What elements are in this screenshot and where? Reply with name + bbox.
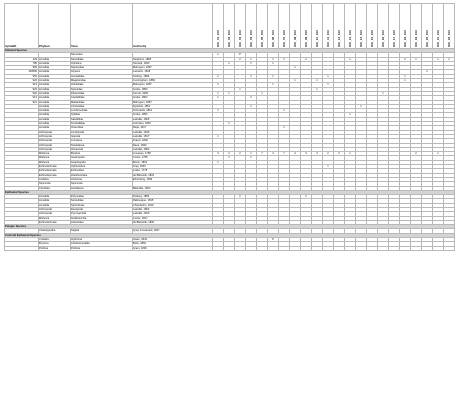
authority-cell[interactable]: Malmgren, 1867 — [133, 100, 213, 104]
column-header-label: ICC_08_Ctrl — [293, 29, 297, 47]
aphia-id-cell[interactable]: 129 — [5, 57, 39, 61]
authority-cell[interactable]: Linnaeus, 1758 — [133, 152, 213, 156]
column-header[interactable] — [235, 4, 246, 49]
count-cell[interactable]: 1 — [224, 61, 235, 65]
authority-cell[interactable]: Rioja, 1917 — [133, 126, 213, 130]
column-header-label: ICC_14_Ctrl — [359, 29, 363, 47]
phylum-cell[interactable]: Cnidaria — [39, 238, 71, 242]
count-cell[interactable]: 1 — [378, 91, 389, 95]
count-cell[interactable]: 1 — [235, 87, 246, 91]
authority-cell[interactable]: Grant, 1836 — [133, 246, 213, 250]
taxa-cell[interactable]: Cumacea — [71, 139, 133, 143]
column-header-label: ICC_05_Ctrl — [260, 29, 264, 47]
phylum-cell[interactable]: Arthropoda — [39, 143, 71, 147]
taxa-cell[interactable]: Gastropoda — [71, 156, 133, 160]
column-header-label: ICC_22_Ctrl — [447, 29, 451, 47]
taxa-cell[interactable]: Paraonidae — [71, 91, 133, 95]
taxa-cell[interactable]: Oweniidae — [71, 126, 133, 130]
taxa-cell[interactable]: Serpulidae — [71, 199, 133, 203]
count-cell[interactable] — [422, 246, 433, 250]
phylum-cell[interactable]: Annelida — [39, 91, 71, 95]
count-cell[interactable]: 1 — [290, 79, 301, 83]
column-header-label: ICC_04_Ctrl — [249, 29, 253, 47]
phylum-cell[interactable]: Bryozoa — [39, 242, 71, 246]
authority-cell[interactable]: Kinberg, 1856 — [133, 195, 213, 199]
taxa-cell[interactable]: Sagitta — [71, 229, 133, 233]
count-cell[interactable]: 2 — [400, 57, 411, 61]
taxa-cell[interactable]: Cheilostomatida — [71, 242, 133, 246]
count-cell[interactable]: 1 — [246, 156, 257, 160]
count-cell[interactable]: 1 — [268, 74, 279, 78]
count-cell[interactable]: 1 — [400, 74, 411, 78]
taxa-cell[interactable]: Echinoidea — [71, 169, 133, 173]
column-header[interactable] — [378, 4, 389, 49]
count-cell[interactable] — [312, 246, 323, 250]
column-header[interactable] — [323, 4, 334, 49]
count-cell[interactable]: 1 — [246, 57, 257, 61]
column-header-label: ICC_18_Ctrl — [403, 29, 407, 47]
phylum-cell[interactable]: Chordata — [39, 186, 71, 190]
count-cell[interactable]: 1 — [246, 104, 257, 108]
count-cell[interactable]: 4 — [312, 152, 323, 156]
taxa-cell[interactable]: Ophelina — [71, 61, 133, 65]
count-cell[interactable]: 1 — [213, 109, 224, 113]
phylum-cell[interactable]: Echinodermata — [39, 165, 71, 169]
count-cell[interactable] — [433, 246, 444, 250]
column-header-label: ICC_21_Ctrl — [436, 29, 440, 47]
column-header-label: ICC_10_Ctrl — [315, 29, 319, 47]
count-cell[interactable] — [213, 246, 224, 250]
phylum-cell[interactable]: Cnidaria — [39, 177, 71, 181]
authority-cell[interactable]: Ryckholt, 1851 — [133, 104, 213, 108]
phylum-cell[interactable]: Arthropoda — [39, 139, 71, 143]
count-cell[interactable]: 4 — [268, 152, 279, 156]
count-cell[interactable]: 1 — [323, 74, 334, 78]
count-cell[interactable]: 1 — [246, 61, 257, 65]
taxa-cell[interactable]: Nemertea — [71, 53, 133, 57]
column-header[interactable] — [334, 4, 345, 49]
count-cell[interactable]: 1 — [312, 79, 323, 83]
count-cell[interactable]: 1 — [279, 57, 290, 61]
phylum-cell[interactable]: Annelida — [39, 87, 71, 91]
authority-cell[interactable]: Busk, 1852 — [133, 242, 213, 246]
count-cell[interactable]: 1 — [224, 122, 235, 126]
taxa-cell[interactable]: Capitellidae — [71, 96, 133, 100]
column-header[interactable] — [389, 4, 400, 49]
count-cell[interactable]: 3 — [213, 152, 224, 156]
column-header-label: ICC_19_Ctrl — [414, 29, 418, 47]
count-cell[interactable] — [444, 246, 455, 250]
authority-cell[interactable]: Grube, 1850 — [133, 87, 213, 91]
authority-cell[interactable]: Stephens, 1865 — [133, 57, 213, 61]
count-cell[interactable]: 1 — [224, 91, 235, 95]
count-cell[interactable]: 1 — [268, 61, 279, 65]
count-cell[interactable]: 1 — [246, 74, 257, 78]
count-cell[interactable]: 1 — [433, 57, 444, 61]
column-header[interactable] — [356, 4, 367, 49]
count-cell[interactable]: 2 — [301, 57, 312, 61]
authority-cell[interactable]: Bronn, 1862 — [133, 160, 213, 164]
authority-cell[interactable]: Grube, 1850 — [133, 113, 213, 117]
count-cell[interactable] — [389, 246, 400, 250]
column-header-label: ICC_16_Ctrl — [381, 29, 385, 47]
count-cell[interactable] — [400, 246, 411, 250]
taxa-cell[interactable]: Maldanidae — [71, 100, 133, 104]
phylum-cell[interactable]: Annelida — [39, 66, 71, 70]
taxa-cell[interactable]: Hydrozoa — [71, 238, 133, 242]
column-header[interactable] — [268, 4, 279, 49]
count-cell[interactable]: 1 — [213, 134, 224, 138]
column-header[interactable] — [367, 4, 378, 49]
count-cell[interactable]: 2 — [411, 152, 422, 156]
taxa-cell[interactable]: Opheliidae — [71, 83, 133, 87]
taxa-cell[interactable]: Cirratulidae — [71, 104, 133, 108]
column-header-label: ICC_07_Ctrl — [282, 29, 286, 47]
taxa-cell[interactable]: Nereididae — [71, 57, 133, 61]
phylum-cell[interactable]: Mollusca — [39, 152, 71, 156]
authority-cell[interactable]: de Blainville, 1834 — [133, 173, 213, 177]
column-header-label: ICC_15_Ctrl — [370, 29, 374, 47]
section-title: Infaunal Species — [5, 49, 455, 53]
column-header-label: ICC_03_Ctrl — [238, 29, 242, 47]
count-cell[interactable]: 1 — [213, 91, 224, 95]
aphia-id-cell[interactable]: 921 — [5, 100, 39, 104]
count-cell[interactable]: P — [268, 238, 279, 242]
count-cell[interactable]: 1 — [213, 83, 224, 87]
phylum-cell[interactable]: Echinodermata — [39, 173, 71, 177]
column-header[interactable] — [444, 4, 455, 49]
taxa-cell[interactable]: Holothuroidea — [71, 173, 133, 177]
aphia-id-cell[interactable]: 130596 — [5, 70, 39, 74]
authority-cell[interactable]: Latreille, 1802 — [133, 147, 213, 151]
phylum-cell[interactable]: Chaetognatha — [39, 229, 71, 233]
count-cell[interactable] — [356, 246, 367, 250]
column-header[interactable]: Phylum — [39, 4, 71, 49]
count-cell[interactable]: 1 — [323, 165, 334, 169]
authority-cell[interactable]: Schmarda, 1861 — [133, 109, 213, 113]
count-cell[interactable] — [257, 246, 268, 250]
column-header-label: ICC_20_Ctrl — [425, 29, 429, 47]
taxa-cell[interactable]: Amphipoda — [71, 130, 133, 134]
column-header[interactable] — [400, 4, 411, 49]
count-cell[interactable]: 1 — [345, 57, 356, 61]
phylum-cell[interactable]: Sipuncula — [39, 182, 71, 186]
phylum-cell[interactable]: Annelida — [39, 203, 71, 207]
phylum-cell[interactable]: Echinodermata — [39, 169, 71, 173]
taxa-cell[interactable]: Goniadidae — [71, 74, 133, 78]
phylum-cell[interactable]: Arthropoda — [39, 147, 71, 151]
phylum-cell[interactable]: Annelida — [39, 109, 71, 113]
phylum-cell[interactable]: Annelida — [39, 117, 71, 121]
header-row — [5, 4, 455, 49]
column-header[interactable] — [433, 4, 444, 49]
column-header[interactable] — [279, 4, 290, 49]
column-header-label: ICC_12_Ctrl — [337, 29, 341, 47]
count-cell[interactable] — [323, 246, 334, 250]
authority-cell[interactable]: Johnston, 1846 — [133, 122, 213, 126]
column-header[interactable] — [312, 4, 323, 49]
count-cell[interactable]: 1 — [356, 104, 367, 108]
count-cell[interactable]: 3 — [301, 152, 312, 156]
count-cell[interactable] — [334, 246, 345, 250]
count-cell[interactable]: 1 — [323, 83, 334, 87]
section-title: Colonial Epifaunal Species — [5, 233, 455, 237]
column-header[interactable] — [246, 4, 257, 49]
authority-cell[interactable]: Grube, 1862 — [133, 96, 213, 100]
authority-cell[interactable]: Latreille, 1825 — [133, 117, 213, 121]
phylum-cell[interactable]: Annelida — [39, 104, 71, 108]
phylum-cell[interactable]: Mollusca — [39, 160, 71, 164]
column-header-label: ICC_02_Ctrl — [227, 29, 231, 47]
count-cell[interactable]: 1 — [444, 57, 455, 61]
authority-cell[interactable]: Latreille, 1816 — [133, 130, 213, 134]
count-cell[interactable]: 1 — [312, 87, 323, 91]
authority-cell[interactable]: Owen, 1843 — [133, 238, 213, 242]
taxa-cell[interactable]: Ascidiacea — [71, 186, 133, 190]
count-cell[interactable] — [411, 246, 422, 250]
authority-cell[interactable]: Latreille, 1817 — [133, 134, 213, 138]
authority-cell[interactable]: Latreille, 1810 — [133, 212, 213, 216]
phylum-cell[interactable]: Annelida — [39, 126, 71, 130]
phylum-cell[interactable]: Annelida — [39, 96, 71, 100]
taxa-cell[interactable]: Ophiuroidea — [71, 165, 133, 169]
phylum-cell[interactable]: Annelida — [39, 70, 71, 74]
authority-cell[interactable]: Malmgren, 1867 — [133, 66, 213, 70]
taxa-cell[interactable]: Lumbrineridae — [71, 109, 133, 113]
taxa-cell[interactable]: Asteroidea — [71, 220, 133, 224]
taxa-cell[interactable]: Magelonidae — [71, 79, 133, 83]
count-cell[interactable]: 2 — [224, 152, 235, 156]
aphia-id-cell[interactable]: 983 — [5, 66, 39, 70]
taxa-cell[interactable]: Sabellidae — [71, 117, 133, 121]
count-cell[interactable] — [378, 246, 389, 250]
column-header[interactable]: AphiaID — [5, 4, 39, 49]
section-title: Pelagic Species — [5, 225, 455, 229]
count-cell[interactable]: 1 — [279, 109, 290, 113]
column-header-label: ICC_09_Ctrl — [304, 29, 308, 47]
count-cell[interactable]: 1 — [213, 53, 224, 57]
column-header[interactable] — [290, 4, 301, 49]
phylum-cell[interactable]: Porifera — [39, 246, 71, 250]
count-cell[interactable]: 1 — [411, 57, 422, 61]
count-cell[interactable] — [290, 246, 301, 250]
count-cell[interactable]: 1 — [290, 66, 301, 70]
count-cell[interactable]: 1 — [279, 126, 290, 130]
taxa-cell[interactable]: Terebellidae — [71, 122, 133, 126]
taxa-cell[interactable]: Pycnogonida — [71, 212, 133, 216]
taxa-cell[interactable]: Syllidae — [71, 113, 133, 117]
authority-cell[interactable]: Dana, 1849 — [133, 143, 213, 147]
count-cell[interactable] — [345, 246, 356, 250]
phylum-cell[interactable]: Echinodermata — [39, 220, 71, 224]
authority-cell[interactable]: Cuvier, 1817 — [133, 216, 213, 220]
taxa-cell[interactable]: Decapoda — [71, 207, 133, 211]
authority-cell[interactable]: Quoy & Gaimard, 1827 — [133, 229, 213, 233]
count-cell[interactable]: 1 — [268, 57, 279, 61]
count-cell[interactable]: 1 — [422, 70, 433, 74]
authority-cell[interactable]: Lamarck, 1818 — [133, 70, 213, 74]
authority-cell[interactable]: Latreille, 1802 — [133, 207, 213, 211]
count-cell[interactable]: 2 — [334, 152, 345, 156]
section-title: Epifaunal Species — [5, 190, 455, 194]
count-cell[interactable]: 2 — [235, 152, 246, 156]
authority-cell[interactable]: Cunningham, 1884 — [133, 79, 213, 83]
taxa-cell[interactable]: Anthozoa — [71, 177, 133, 181]
authority-cell[interactable]: Malmgren, 1867 — [133, 83, 213, 87]
phylum-cell[interactable]: Annelida — [39, 57, 71, 61]
aphia-id-cell[interactable]: 902 — [5, 91, 39, 95]
column-header[interactable] — [257, 4, 268, 49]
authority-cell[interactable]: Cerruti, 1909 — [133, 91, 213, 95]
count-cell[interactable]: 7 — [279, 152, 290, 156]
count-cell[interactable]: 1 — [345, 152, 356, 156]
count-cell[interactable]: 1 — [246, 152, 257, 156]
phylum-cell[interactable]: Arthropoda — [39, 130, 71, 134]
count-cell[interactable] — [367, 246, 378, 250]
authority-cell[interactable]: Blainville, 1824 — [133, 186, 213, 190]
taxa-cell[interactable]: Ostracoda — [71, 147, 133, 151]
aphia-id-cell[interactable]: 914 — [5, 96, 39, 100]
count-cell[interactable]: 1 — [213, 96, 224, 100]
count-cell[interactable]: 2 — [235, 57, 246, 61]
aphia-id-cell[interactable]: 923 — [5, 87, 39, 91]
phylum-cell[interactable]: Annelida — [39, 113, 71, 117]
phylum-cell[interactable]: Mollusca — [39, 216, 71, 220]
column-header-label: ICC_13_Ctrl — [348, 29, 352, 47]
taxa-cell[interactable]: Nudibranchia — [71, 216, 133, 220]
taxa-cell[interactable]: Bivalvia — [71, 152, 133, 156]
authority-cell[interactable]: Gray, 1840 — [133, 165, 213, 169]
authority-cell[interactable]: Cuvier, 1795 — [133, 156, 213, 160]
aphia-id-cell[interactable] — [5, 246, 39, 250]
table-row[interactable] — [5, 246, 455, 250]
authority-cell[interactable]: Krøyer, 1846 — [133, 139, 213, 143]
count-cell[interactable]: 1 — [345, 113, 356, 117]
column-header-label: ICC_06_Ctrl — [271, 29, 275, 47]
taxa-cell[interactable]: Spionidae — [71, 87, 133, 91]
count-cell[interactable] — [301, 246, 312, 250]
column-header[interactable]: Taxa — [71, 4, 133, 49]
phylum-cell[interactable]: Annelida — [39, 79, 71, 83]
phylum-cell[interactable]: Annelida — [39, 100, 71, 104]
column-header-label: ICC_01_Ctrl — [216, 29, 220, 47]
aphia-id-cell[interactable]: 924 — [5, 79, 39, 83]
count-cell[interactable] — [279, 246, 290, 250]
count-cell[interactable] — [235, 246, 246, 250]
phylum-cell[interactable]: Annelida — [39, 74, 71, 78]
count-cell[interactable] — [246, 246, 257, 250]
count-cell[interactable]: 4 — [290, 152, 301, 156]
taxa-cell[interactable]: Tanaidacea — [71, 143, 133, 147]
count-cell[interactable]: 1 — [400, 79, 411, 83]
taxa-cell[interactable]: Sipuncula — [71, 182, 133, 186]
phylum-cell[interactable]: Annelida — [39, 83, 71, 87]
aphia-id-cell[interactable]: 913 — [5, 83, 39, 87]
count-cell[interactable] — [268, 246, 279, 250]
phylum-cell[interactable]: Arthropoda — [39, 207, 71, 211]
column-header[interactable] — [213, 4, 224, 49]
table-body — [5, 49, 455, 251]
column-header[interactable] — [422, 4, 433, 49]
authority-cell[interactable]: Rafinesque, 1815 — [133, 199, 213, 203]
count-cell[interactable]: 1 — [433, 152, 444, 156]
column-header[interactable] — [345, 4, 356, 49]
count-cell[interactable]: 1 — [213, 160, 224, 164]
phylum-cell[interactable]: Annelida — [39, 61, 71, 65]
column-header[interactable]: Authority — [133, 4, 213, 49]
taxa-cell[interactable]: Spirorbinae — [71, 203, 133, 207]
column-header[interactable] — [301, 4, 312, 49]
phylum-cell[interactable]: Arthropoda — [39, 134, 71, 138]
taxa-cell[interactable]: Glycera — [71, 70, 133, 74]
count-cell[interactable]: 2 — [235, 195, 246, 199]
taxa-cell[interactable]: Scaphopoda — [71, 160, 133, 164]
phylum-cell[interactable]: Annelida — [39, 122, 71, 126]
taxa-cell[interactable]: Porifera — [71, 246, 133, 250]
count-cell[interactable]: 1 — [257, 91, 268, 95]
column-header-label: ICC_17_Ctrl — [392, 29, 396, 47]
species-table — [4, 3, 455, 251]
authority-cell[interactable]: de Blainville, 1830 — [133, 220, 213, 224]
count-cell[interactable]: 1 — [224, 156, 235, 160]
phylum-cell[interactable]: Annelida — [39, 195, 71, 199]
authority-cell[interactable]: Chamberlin, 1919 — [133, 203, 213, 207]
aphia-id-cell[interactable]: 786 — [5, 61, 39, 65]
authority-cell[interactable]: Kinberg, 1866 — [133, 74, 213, 78]
column-header-label: ICC_11_Ctrl — [326, 29, 330, 47]
authority-cell[interactable]: Leske, 1778 — [133, 169, 213, 173]
authority-cell[interactable]: Oersted, 1843 — [133, 61, 213, 65]
count-cell[interactable]: P — [235, 53, 246, 57]
count-cell[interactable]: 2 — [213, 74, 224, 78]
phylum-cell[interactable]: Annelida — [39, 199, 71, 203]
count-cell[interactable]: 7 — [257, 152, 268, 156]
count-cell[interactable]: 1 — [268, 83, 279, 87]
taxa-cell[interactable]: Isopoda — [71, 134, 133, 138]
phylum-cell[interactable]: Arthropoda — [39, 212, 71, 216]
column-header[interactable] — [224, 4, 235, 49]
count-cell[interactable]: 2 — [323, 152, 334, 156]
taxa-cell[interactable]: Polynoidae — [71, 195, 133, 199]
taxa-cell[interactable]: Nephtyidae — [71, 66, 133, 70]
phylum-cell[interactable]: Mollusca — [39, 156, 71, 160]
aphia-id-cell[interactable]: 954 — [5, 74, 39, 78]
count-cell[interactable]: 2 — [301, 195, 312, 199]
count-cell[interactable]: 2 — [246, 96, 257, 100]
column-header[interactable] — [411, 4, 422, 49]
count-cell[interactable] — [224, 246, 235, 250]
authority-cell[interactable]: Ehrenberg, 1834 — [133, 177, 213, 181]
